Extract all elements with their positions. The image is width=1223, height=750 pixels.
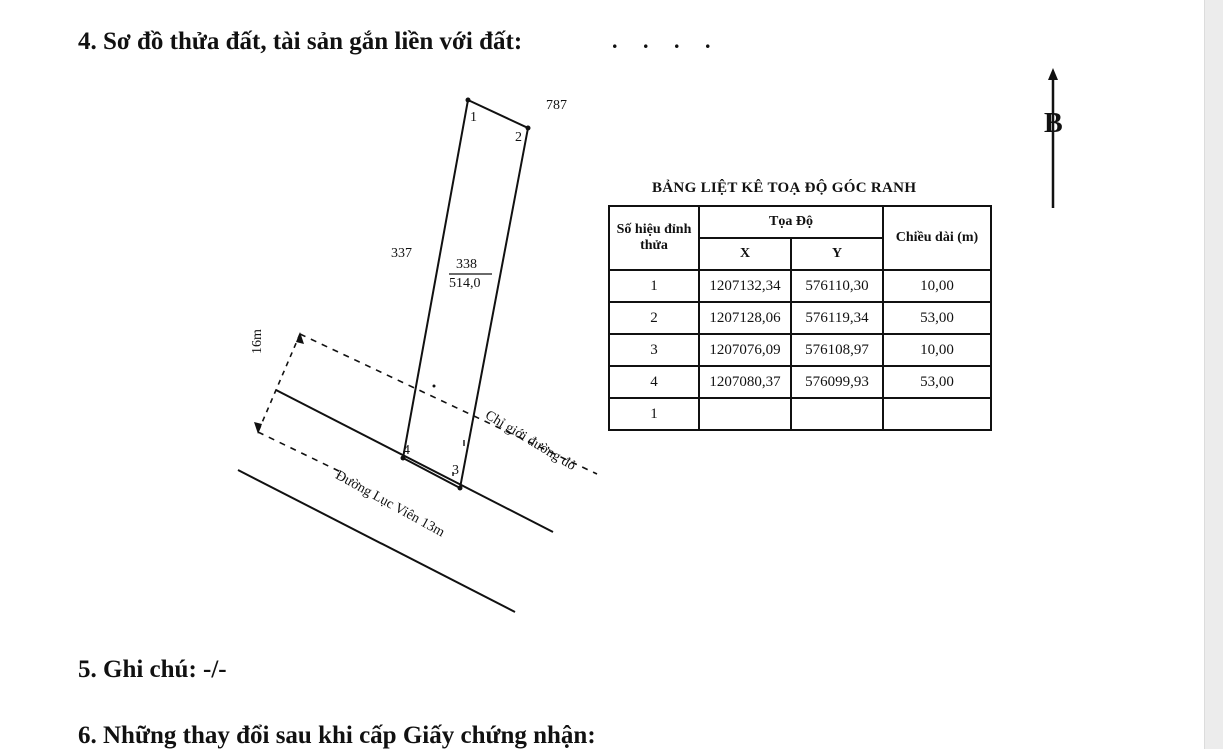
header-coordinates: Tọa Độ: [699, 206, 883, 238]
north-label: B: [1044, 108, 1063, 139]
cell-y: 576108,97: [791, 334, 883, 366]
corner-dot-1: [466, 98, 471, 103]
corner-label-3: 3: [452, 463, 459, 478]
neighbor-parcel-787: 787: [546, 98, 567, 113]
corner-label-1: 1: [470, 110, 477, 125]
north-arrow-head: [1048, 68, 1058, 80]
red-line-label: Chỉ giới đường đỏ: [482, 408, 579, 474]
header-y: Y: [791, 238, 883, 270]
section-6-title: 6. Những thay đổi sau khi cấp Giấy chứng nhận:: [78, 722, 596, 749]
road-label: Đường Lục Viên 13m: [332, 468, 448, 541]
cell-y: [791, 398, 883, 430]
header-x: X: [699, 238, 791, 270]
coordinate-table-title: BẢNG LIỆT KÊ TOẠ ĐỘ GÓC RANH: [652, 180, 917, 196]
cell-length: 53,00: [883, 302, 991, 334]
cell-length: [883, 398, 991, 430]
corner-dot-2: [526, 126, 531, 131]
cell-y: 576110,30: [791, 270, 883, 302]
section-4-title: 4. Sơ đồ thửa đất, tài sản gắn liền với đất:: [78, 28, 523, 55]
table-row: [609, 270, 991, 302]
corner-label-2: 2: [515, 130, 522, 145]
cell-x: 1207080,37: [699, 366, 791, 398]
neighbor-parcel-337: 337: [391, 246, 412, 261]
cell-y: 576099,93: [791, 366, 883, 398]
corner-label-4: 4: [403, 443, 410, 458]
red-line-lower: [258, 432, 345, 474]
dot-marks: . . . .: [612, 28, 721, 53]
section-5-title: 5. Ghi chú: -/-: [78, 656, 227, 683]
table-row: [609, 366, 991, 398]
cell-length: 10,00: [883, 334, 991, 366]
cell-point: 4: [609, 366, 699, 398]
table-row: [609, 302, 991, 334]
cell-length: 53,00: [883, 366, 991, 398]
cell-point: 1: [609, 270, 699, 302]
cell-y: 576119,34: [791, 302, 883, 334]
dimension-arrow-top: [296, 332, 304, 344]
cell-x: 1207076,09: [699, 334, 791, 366]
header-length: Chiều dài (m): [883, 206, 991, 270]
cell-point: 3: [609, 334, 699, 366]
header-point: Số hiệu đỉnh thửa: [609, 206, 699, 270]
table-row: [609, 334, 991, 366]
table-row: [609, 398, 991, 430]
cell-x: 1207132,34: [699, 270, 791, 302]
parcel-number: 338: [456, 257, 477, 272]
setback-width-label: 16m: [250, 329, 265, 354]
cell-point: 1: [609, 398, 699, 430]
parcel-area: 514,0: [449, 276, 481, 291]
cell-length: 10,00: [883, 270, 991, 302]
cell-x: [699, 398, 791, 430]
coordinate-table: [608, 205, 992, 431]
cell-x: 1207128,06: [699, 302, 791, 334]
parcel-mark: [433, 385, 436, 388]
cell-point: 2: [609, 302, 699, 334]
dimension-arrow-bottom: [254, 422, 262, 434]
